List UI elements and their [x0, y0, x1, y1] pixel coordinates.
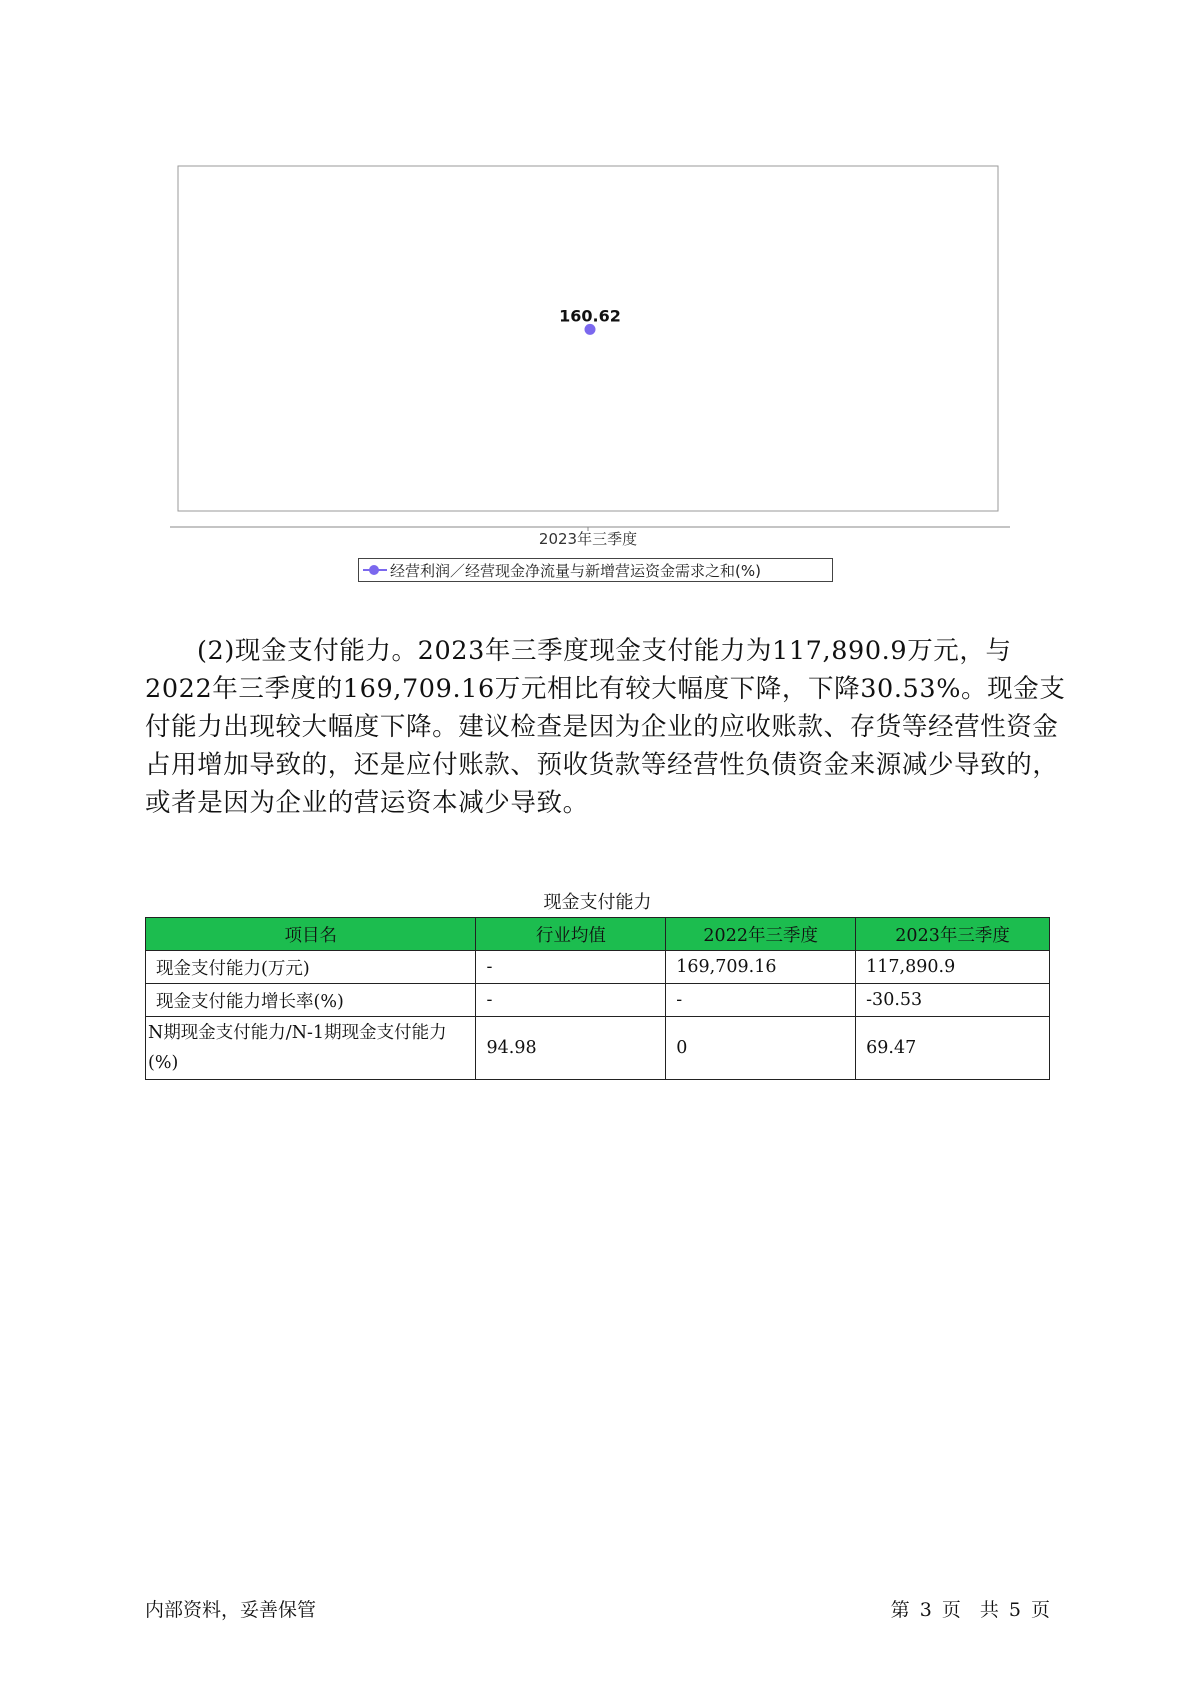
x-tick-label: 2023年三季度 [538, 530, 638, 548]
table-row [146, 951, 1050, 984]
table-cell: 94.98 [476, 1017, 666, 1080]
table-header-cell: 项目名 [146, 918, 476, 951]
data-point [585, 324, 596, 335]
table-header-cell: 行业均值 [476, 918, 666, 951]
table-title: 现金支付能力 [543, 892, 652, 913]
table-header-cell: 2022年三季度 [666, 918, 856, 951]
table-header-cell: 2023年三季度 [856, 918, 1050, 951]
footer-left: 内部资料，妥善保管 [145, 1599, 317, 1621]
table-cell: N期现金支付能力/N-1期现金支付能力(%) [146, 1017, 476, 1080]
page-number: 第 3 页 共 5 页 [890, 1599, 1050, 1621]
data-table [145, 917, 1050, 1080]
table-cell: 现金支付能力(万元) [146, 951, 476, 984]
body-paragraph: (2)现金支付能力。2023年三季度现金支付能力为117,890.9万元，与2022年三季度的169,709.16万元相比有较大幅度下降，下降30.53%。现金支付能力出现较大幅度下降。建议检查是因为企业的应收账款、存货等经营性资金占用增加导致的，还是应付账款、预收货款等经营性负债资金来源减少导致的，或者是因为企业的营运资本减少导致。 [145, 636, 1066, 818]
table-cell: 117,890.9 [856, 951, 1050, 984]
data-label: 160.62 [559, 306, 621, 326]
table-cell: 0 [666, 1017, 856, 1080]
table-cell: - [476, 951, 666, 984]
plot-area [178, 166, 998, 511]
table-cell: -30.53 [856, 984, 1050, 1017]
chart-svg [170, 160, 1010, 590]
table-header-row [146, 918, 1050, 951]
table-row [146, 1017, 1050, 1080]
chart [170, 160, 1010, 590]
table-cell: 现金支付能力增长率(%) [146, 984, 476, 1017]
table-cell: 169,709.16 [666, 951, 856, 984]
chart-legend [358, 558, 833, 582]
table-cell: - [476, 984, 666, 1017]
table-row [146, 984, 1050, 1017]
table-cell: - [666, 984, 856, 1017]
table-cell: 69.47 [856, 1017, 1050, 1080]
legend-label: 经营利润／经营现金净流量与新增营运资金需求之和(%) [390, 561, 761, 580]
legend-marker-icon [363, 564, 387, 576]
